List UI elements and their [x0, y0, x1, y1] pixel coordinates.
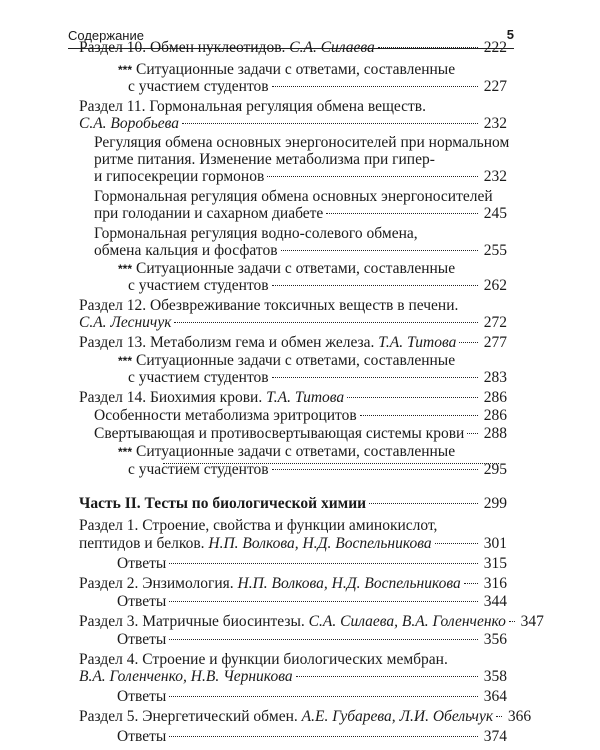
toc-entry-authors: А.Е. Губарева, Л.И. Обельчук [301, 708, 494, 725]
toc-entry-label [79, 707, 493, 727]
dot-leader [509, 621, 515, 622]
dot-leader [272, 469, 478, 470]
toc-entry-page: 222 [483, 39, 507, 56]
toc-entry-title: Раздел 3. Матричные биосинтезы. [79, 613, 309, 630]
toc-entry-authors: С.А. Силаева [289, 39, 375, 56]
toc-entry-page: 316 [483, 575, 507, 592]
toc-entry-title: Особенности метаболизма эритроцитов [94, 407, 357, 424]
toc-entry [128, 276, 507, 298]
dot-leader [435, 543, 478, 544]
toc-entry-title: Раздел 5. Энергетический обмен. [79, 708, 302, 725]
toc-entry [94, 204, 507, 226]
toc-entry-title: с участием студентов [128, 461, 269, 478]
toc-entry-page: 364 [483, 688, 507, 705]
dot-leader [459, 342, 478, 343]
toc-entry-label [79, 667, 293, 687]
toc-entry-title: Раздел 14. Биохимия крови. [79, 389, 267, 406]
toc-entry [117, 727, 507, 749]
dot-leader [267, 176, 478, 177]
toc-entry-page: 227 [483, 78, 507, 95]
toc-entry-page: 272 [483, 314, 507, 331]
dot-leader [169, 563, 478, 564]
toc-entry-title: Раздел 12. Обезвреживание токсичных веществ в печени. [79, 297, 459, 314]
toc-entry-page: 299 [483, 495, 507, 512]
dot-leader [467, 433, 478, 434]
toc-entry-page: 315 [483, 555, 507, 572]
dot-leader [169, 696, 478, 697]
toc-entry-label [94, 241, 278, 261]
toc-entry-title: Регуляция обмена основных энергоносителей при нормальном [94, 134, 510, 151]
toc-entry-authors: С.А. Воробьева [79, 115, 180, 132]
toc-entry [79, 494, 507, 516]
toc-entry-title: Гормональная регуляция обмена основных энергоносителей [94, 188, 493, 205]
toc-entry-page: 374 [483, 728, 507, 745]
toc-entry-label [79, 114, 179, 134]
toc-entry-title: пептидов и белков. [79, 535, 209, 552]
toc-entry-label [128, 77, 269, 97]
toc-entry-page: 295 [483, 461, 507, 478]
toc-entry-marker: *** [118, 445, 133, 459]
dot-leader [281, 250, 478, 251]
toc-entry-title: Ответы [117, 688, 167, 705]
toc-entry-authors: Т.А. Титова [266, 389, 345, 406]
toc-entry-label [79, 388, 344, 408]
toc-entry-title: Раздел 1. Строение, свойства и функции аминокислот, [79, 517, 438, 534]
toc-entry-title: Раздел 11. Гормональная регуляция обмена веществ. [79, 98, 427, 115]
toc-entry-page: 288 [483, 425, 507, 442]
toc-entry-label [117, 727, 166, 747]
dot-leader [378, 47, 478, 48]
toc-entry [79, 534, 507, 556]
toc-entry-page: 255 [483, 242, 507, 259]
dot-leader [326, 213, 478, 214]
toc-entry-page: 344 [483, 593, 507, 610]
toc-entry-marker: *** [118, 262, 133, 276]
toc-entry-authors: Т.А. Титова [378, 334, 457, 351]
toc-entry-title: Ответы [117, 555, 167, 572]
dot-leader [347, 397, 478, 398]
toc-entry [117, 687, 507, 709]
toc-entry-title: ритме питания. Изменение метаболизма при гипер- [94, 151, 435, 168]
toc-entry-page: 283 [483, 369, 507, 386]
toc-entry-label [117, 554, 166, 574]
toc-entry [79, 38, 507, 60]
toc-entry-label [128, 276, 269, 296]
toc-entry-marker: *** [118, 354, 133, 368]
toc-entry-label [79, 38, 375, 58]
toc-entry-label [117, 592, 166, 612]
dot-leader [272, 86, 478, 87]
toc-entry-title: с участием студентов [128, 369, 269, 386]
toc-entry-title: Ответы [117, 728, 167, 745]
toc-entry-authors: Н.П. Волкова, Н.Д. Воспельникова [208, 535, 432, 552]
toc-entry-page: 262 [483, 277, 507, 294]
dot-leader [169, 639, 478, 640]
dot-leader [272, 285, 478, 286]
toc-entry [94, 167, 507, 189]
toc-entry-title: Ситуационные задачи с ответами, составленные [136, 260, 456, 277]
toc-entry-title: Часть II. Тесты по биологической химии [79, 495, 367, 512]
dot-leader [169, 736, 478, 737]
toc-entry-title: Раздел 4. Строение и функции биологических мембран. [79, 651, 448, 668]
toc-entry-label [79, 534, 432, 554]
toc-entry-title: при голодании и сахарном диабете [94, 205, 324, 222]
toc-entry-authors: С.А. Силаева, В.А. Голенченко [308, 613, 506, 630]
toc-entry-title: Гормональная регуляция водно-солевого обмена, [94, 225, 418, 242]
toc-entry-page: 366 [507, 708, 532, 725]
toc-entry-title: Ответы [117, 631, 167, 648]
page-number: 5 [506, 27, 514, 42]
toc-entry-authors: С.А. Лесничук [79, 314, 172, 331]
toc-entry-label [94, 204, 323, 224]
toc-entry [117, 554, 507, 576]
toc-entry [128, 368, 507, 390]
toc-entry-title: с участием студентов [128, 277, 269, 294]
toc-entry-title: и гипосекреции гормонов [94, 168, 265, 185]
toc-entry-page: 286 [483, 389, 507, 406]
toc-entry-title: Раздел 10. Обмен нуклеотидов. [79, 39, 290, 56]
toc-entry-page: 232 [483, 115, 507, 132]
toc-entry-label [79, 516, 437, 536]
toc-entry [117, 630, 507, 652]
toc-entry-title: Раздел 13. Метаболизм гема и обмен железа. [79, 334, 379, 351]
toc-entry-label [79, 313, 171, 333]
toc-entry-authors: В.А. Голенченко, Н.В. Черникова [79, 668, 293, 685]
toc-entry-title: Ситуационные задачи с ответами, составленные [136, 443, 456, 460]
toc-entry-title: Раздел 2. Энзимология. [79, 575, 238, 592]
toc-entry-title: Ситуационные задачи с ответами, составленные [136, 352, 456, 369]
dot-leader [182, 123, 478, 124]
running-header-title: Содержание [68, 28, 144, 43]
toc-entry-page: 286 [483, 407, 507, 424]
toc-entry-authors: Н.П. Волкова, Н.Д. Воспельникова [237, 575, 461, 592]
toc-entry-title: Ответы [117, 593, 167, 610]
dot-leader [272, 377, 478, 378]
toc-entry [117, 592, 507, 614]
toc-entry-title: с участием студентов [128, 78, 269, 95]
toc-entry-page: 347 [520, 613, 544, 630]
toc-entry-label [79, 494, 366, 514]
toc-entry-label [79, 612, 506, 632]
toc-entry-label [94, 424, 464, 444]
toc-entry-label [117, 630, 166, 650]
dot-leader [464, 583, 478, 584]
toc-entry-label [94, 406, 357, 426]
toc-entry [79, 313, 507, 335]
toc-entry-page: 358 [483, 668, 507, 685]
toc-entry-label [128, 368, 269, 388]
toc-entry [79, 667, 507, 689]
dot-leader [169, 601, 478, 602]
toc-entry-page: 301 [483, 535, 507, 552]
toc-entry-page: 245 [483, 205, 507, 222]
toc-entry [128, 77, 507, 99]
section-divider-rule [163, 463, 499, 464]
dot-leader [174, 322, 478, 323]
toc-entry-title: Свертывающая и противосвертывающая системы крови [94, 425, 465, 442]
dot-leader [496, 716, 502, 717]
dot-leader [296, 676, 478, 677]
toc-entry-label [94, 167, 264, 187]
toc-entry-marker: *** [118, 63, 133, 77]
toc-entry-label [118, 442, 455, 462]
toc-entry-label [79, 333, 456, 353]
dot-leader [360, 415, 478, 416]
toc-entry-title: обмена кальция и фосфатов [94, 242, 278, 259]
toc-entry-page: 232 [483, 168, 507, 185]
toc-entry-title: Ситуационные задачи с ответами, составленные [136, 61, 456, 78]
toc-entry-label [79, 574, 461, 594]
dot-leader [369, 503, 478, 504]
toc-entry-page: 356 [483, 631, 507, 648]
toc-entry-label [117, 687, 166, 707]
toc-entry-page: 277 [483, 334, 507, 351]
toc-entry [79, 707, 532, 729]
